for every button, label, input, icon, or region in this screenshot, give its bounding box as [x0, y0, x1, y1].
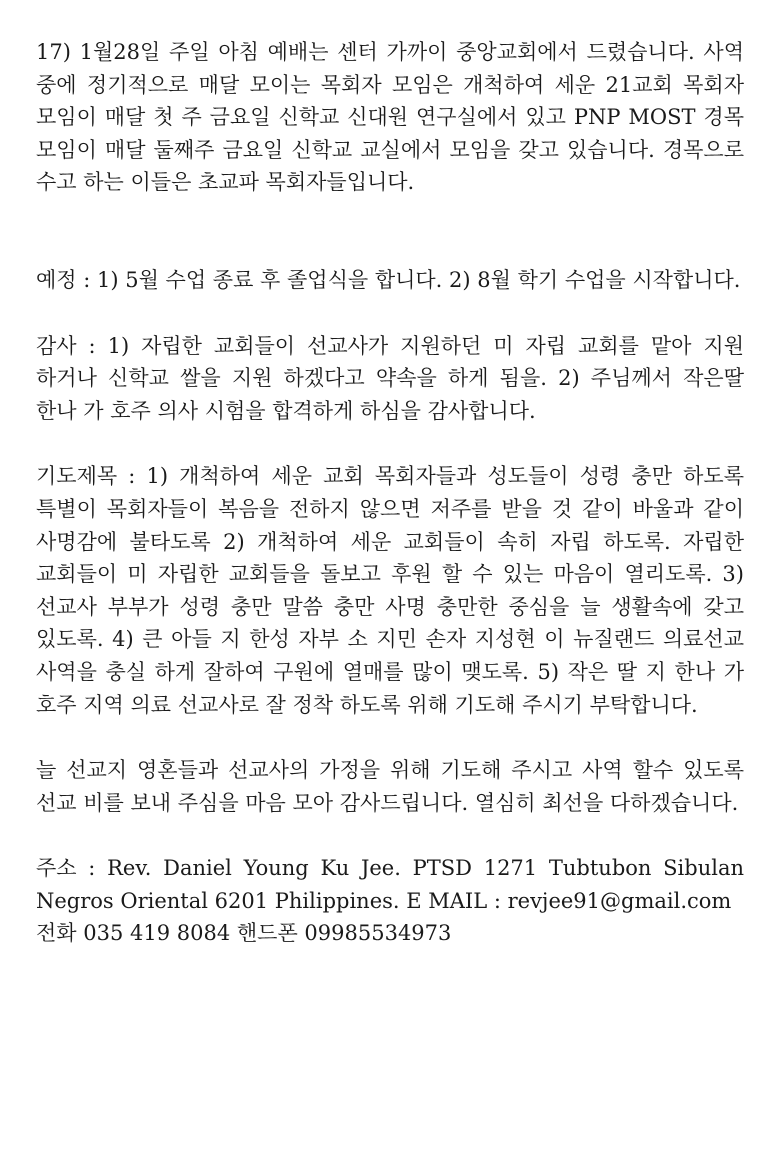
spacer [36, 721, 744, 754]
intro-paragraph: 17) 1월28일 주일 아침 예배는 센터 가까이 중앙교회에서 드렸습니다. 사역 중에 정기적으로 매달 모이는 목회자 모임은 개척하여 세운 21교회 목회자 모임이 매달 첫 주 금요일 신학교 신대원 연구실에서 있고 PNP MOST 경목 모임이 매달 둘째주 금요일 신학교 교실에서 모임을 갖고 있습니다. 경목으로 수고 하는 이들은 초교파 목회자들입니다. [36, 40, 744, 195]
prayer-requests-paragraph: 기도제목 : 1) 개척하여 세운 교회 목회자들과 성도들이 성령 충만 하도록 특별이 목회자들이 복음을 전하지 않으면 저주를 받을 것 같이 바울과 같이 사명감에 불타도록 2) 개척하여 세운 교회들이 속히 자립 하도록. 자립한 교회들이 미 자립한 교회들을 돌보고 후원 할 수 있는 마음이 열리도록. 3) 선교사 부부가 성령 충만 말씀 충만 사명 충만한 중심을 늘 생활속에 갖고 있도록. 4) 큰 아들 지 한성 자부 소 지민 손자 지성현 이 뉴질랜드 의료선교 사역을 충실 하게 잘하여 구원에 열매를 많이 맺도록. 5) 작은 딸 지 한나 가 호주 지역 의료 선교사로 잘 정착 하도록 위해 기도해 주시기 부탁합니다. [36, 464, 744, 717]
spacer [36, 819, 744, 852]
spacer [36, 297, 744, 330]
phone-line: 전화 035 419 8084 핸드폰 09985534973 [36, 921, 452, 946]
spacer [36, 199, 744, 264]
spacer [36, 427, 744, 460]
closing-paragraph: 늘 선교지 영혼들과 선교사의 가정을 위해 기도해 주시고 사역 할수 있도록 선교 비를 보내 주심을 마음 모아 감사드립니다. 열심히 최선을 다하겠습니다. [36, 758, 744, 815]
schedule-paragraph: 예정 : 1) 5월 수업 종료 후 졸업식을 합니다. 2) 8월 학기 수업을 시작합니다. [36, 267, 741, 292]
address-paragraph: 주소 : Rev. Daniel Young Ku Jee. PTSD 1271 Tubtubon Sibulan Negros Oriental 6201 Philippines. E MAIL : revjee91@gmail.com [36, 856, 744, 913]
document-body [36, 36, 744, 950]
thanks-paragraph: 감사 : 1) 자립한 교회들이 선교사가 지원하던 미 자립 교회를 맡아 지원 하거나 신학교 쌀을 지원 하겠다고 약속을 하게 됨을. 2) 주님께서 작은딸 한나 가 호주 의사 시험을 합격하게 하심을 감사합니다. [36, 333, 744, 423]
